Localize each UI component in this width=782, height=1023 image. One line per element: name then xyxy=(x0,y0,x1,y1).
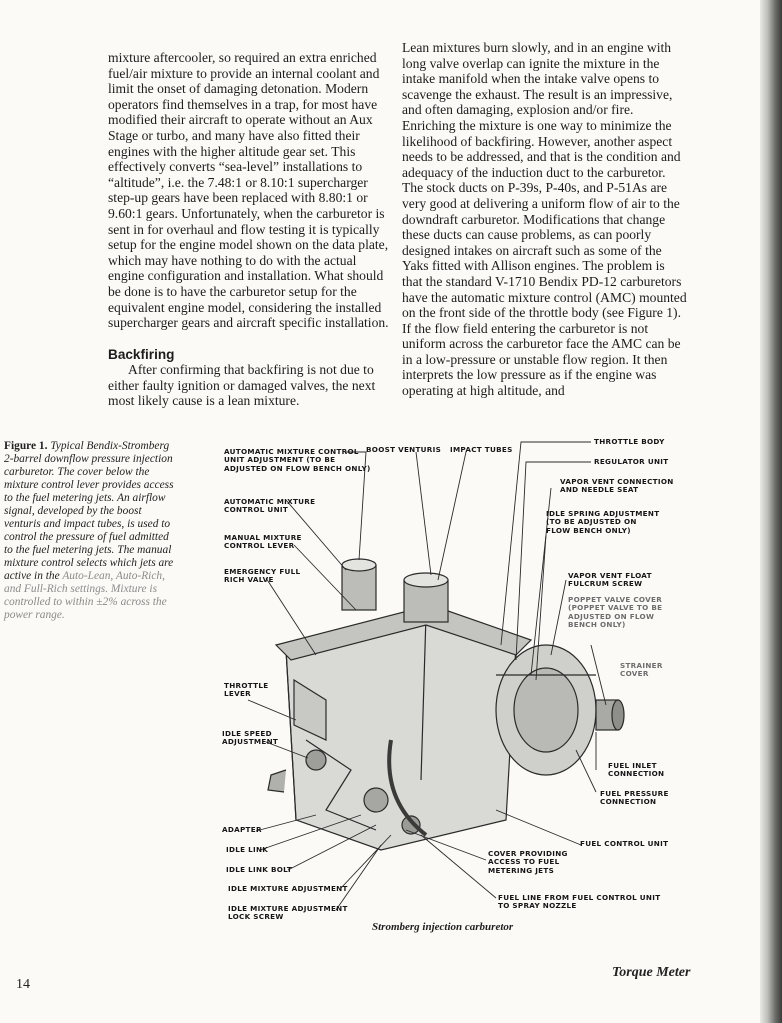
label-vapor-vent-connection: VAPOR VENT CONNECTION AND NEEDLE SEAT xyxy=(560,477,674,495)
right-column xyxy=(402,40,687,399)
left-column xyxy=(108,50,393,409)
caption-label: Figure 1. xyxy=(4,440,48,452)
figure-caption xyxy=(4,440,174,622)
label-amc-adjustment: AUTOMATIC MIXTURE CONTROL UNIT ADJUSTMENT (TO BE ADJUSTED ON FLOW BENCH ONLY) xyxy=(224,447,371,473)
page-edge-shadow xyxy=(760,0,782,1023)
label-fuel-control-unit: FUEL CONTROL UNIT xyxy=(580,839,669,848)
label-boost-venturis: BOOST VENTURIS xyxy=(366,445,442,454)
label-poppet-valve-cover: POPPET VALVE COVER (POPPET VALVE TO BE ADJUSTED ON FLOW BENCH ONLY) xyxy=(568,595,663,630)
label-idle-link-bolt: IDLE LINK BOLT xyxy=(226,865,293,874)
right-paragraph-1: Lean mixtures burn slowly, and in an engine with long valve overlap can ignite the mixture in the intake manifold when the intake valve opens to scavenge the exhaust. The result is an impressive, and often damaging, explosion and/or fire. Enriching the mixture is one way to minimize the likelihood of backfiring. However, another aspect needs to be addressed, and that is the condition and adequacy of the induction duct to the carburetor. The stock ducts on P-39s, P-40s, and P-51As are very good at delivering a uniform flow of air to the downdraft carburetor. Modifications that change these ducts can cause problems, as can poorly designed intakes on aircraft such as some of the Yaks fitted with Allison engines. The problem is that the standard V-1710 Bendix PD-12 carburetors have the automatic mixture control (AMC) mounted on the front side of the throttle body (see Figure 1). If the flow field entering the carburetor is not uniform across the carburetor face the AMC can be in a low-pressure or unstable flow region. It then interprets the low pressure as if the engine was operating at high altitude, and xyxy=(402,40,687,399)
page-number: 14 xyxy=(16,977,30,992)
magazine-name: Torque Meter xyxy=(612,965,691,980)
label-vapor-vent-float: VAPOR VENT FLOAT FULCRUM SCREW xyxy=(568,571,652,589)
label-manual-mixture-lever: MANUAL MIXTURE CONTROL LEVER xyxy=(224,533,302,551)
label-throttle-lever: THROTTLE LEVER xyxy=(224,681,269,699)
label-cover-metering-jets: COVER PROVIDING ACCESS TO FUEL METERING JETS xyxy=(488,849,568,875)
label-idle-spring-adjustment: IDLE SPRING ADJUSTMENT (TO BE ADJUSTED ON FLOW BENCH ONLY) xyxy=(546,509,660,535)
left-paragraph-1: mixture aftercooler, so required an extra enriched fuel/air mixture to provide an internal coolant and limit the onset of damaging detonation. Modern operators find themselves in a trap, for most have modified their aircraft to operate without an Aux Stage or turbo, and many have also fitted their engines with the higher altitude gear set. This effectively converts “sea-level” installations to “altitude”, i.e. the 7.48:1 or 8.10:1 supercharger step-up gears have been replaced with 8.80:1 or 9.60:1 gears. Unfortunately, when the carburetor is sent in for overhaul and flow testing it is typically setup for the engine model shown on the data plate, which may have nothing to do with the actual engine configuration and installation. What should be done is to have the carburetor setup for the equivalent engine model, considering the installed supercharger gears and aircraft specific installation. xyxy=(108,50,389,331)
label-throttle-body: THROTTLE BODY xyxy=(594,437,665,446)
section-heading-backfiring: Backfiring xyxy=(108,346,175,362)
label-amc-unit: AUTOMATIC MIXTURE CONTROL UNIT xyxy=(224,497,316,515)
label-regulator-unit: REGULATOR UNIT xyxy=(594,457,669,466)
label-idle-mixture-adjustment: IDLE MIXTURE ADJUSTMENT xyxy=(228,884,348,893)
caption-text: Typical Bendix-Stromberg 2-barrel downflow pressure injection carburetor. The cover below the mixture control lever provides access to the fuel metering jets. An airflow signal, developed by the boost venturis and impact tubes, is used to control the pressure of fuel admitted to the fuel metering jets. The manual mixture control selects which jets are active in the xyxy=(4,440,174,582)
label-fuel-line-spray-nozzle: FUEL LINE FROM FUEL CONTROL UNIT TO SPRAY NOZZLE xyxy=(498,893,661,911)
label-fuel-pressure-connection: FUEL PRESSURE CONNECTION xyxy=(600,789,669,807)
label-idle-speed-adjustment: IDLE SPEED ADJUSTMENT xyxy=(222,729,279,747)
label-impact-tubes: IMPACT TUBES xyxy=(450,445,513,454)
label-emergency-rich-valve: EMERGENCY FULL RICH VALVE xyxy=(224,567,301,585)
label-strainer-cover: STRAINER COVER xyxy=(620,661,663,679)
label-fuel-inlet-connection: FUEL INLET CONNECTION xyxy=(608,761,665,779)
left-paragraph-2: After confirming that backfiring is not due to either faulty ignition or damaged valves, the next most likely cause is a lean mixture. xyxy=(108,362,376,409)
caption-faded-text: Auto-Lean, Auto-Rich, and Full-Rich settings. Mixture is controlled to within ±2% across the power range. xyxy=(4,570,167,621)
figure-title: Stromberg injection carburetor xyxy=(372,921,514,933)
label-idle-mixture-lock-screw: IDLE MIXTURE ADJUSTMENT LOCK SCREW xyxy=(228,904,348,922)
label-idle-link: IDLE LINK xyxy=(226,845,269,854)
label-adapter: ADAPTER xyxy=(222,825,262,834)
carburetor-figure xyxy=(176,437,696,922)
